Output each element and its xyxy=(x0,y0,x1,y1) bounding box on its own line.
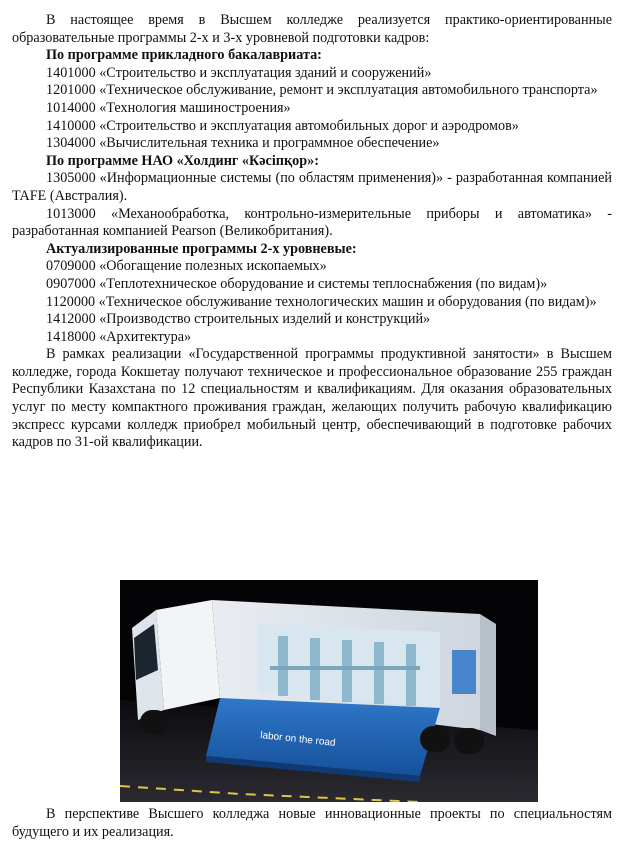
intro-paragraph: В настоящее время в Высшем колледже реализуется практико-ориентированные образовательные программы 2-х и 3-х уровневой подготовки кадров: xyxy=(12,12,612,46)
list-item: 1401000 «Строительство и эксплуатация зданий и сооружений» xyxy=(46,64,432,81)
list-item: 1412000 «Производство строительных изделий и конструкций» xyxy=(46,311,431,328)
actualized-heading: Актуализированные программы 2-х уровневые: xyxy=(46,240,357,257)
applied-bachelor-heading: По программе прикладного бакалавриата: xyxy=(46,47,322,64)
list-item: 1120000 «Техническое обслуживание технологических машин и оборудования (по видам)» xyxy=(46,293,597,310)
list-item: 0907000 «Теплотехническое оборудование и системы теплоснабжения (по видам)» xyxy=(46,275,548,292)
closing-section xyxy=(12,806,612,841)
list-item: 1304000 «Вычислительная техника и программное обеспечение» xyxy=(46,135,440,152)
list-item: 1201000 «Техническое обслуживание, ремонт и эксплуатация автомобильного транспорта» xyxy=(46,82,598,99)
program-paragraph: В рамках реализации «Государственной программы продуктивной занятости» в Высшем колледже, города Кокшетау получают техническое и профессиональное образование 255 граждан Республики Казахстана по 12 специальностям и квалификациям. Для оказания образовательных услуг по месту компактного проживания граждан, желающих получить рабочую квалификацию экспресс курсами колледж приобрел мобильный центр, обеспечивающий в подготовке рабочих кадров по 31-ой квалификации. xyxy=(12,346,612,451)
list-item: 1014000 «Технология машиностроения» xyxy=(46,99,291,116)
list-item: 1305000 «Информационные системы (по областям применения)» - разработанная компанией TAFE (Австралия). xyxy=(12,170,612,204)
mobile-truck-illustration xyxy=(120,580,538,802)
list-item: 1410000 «Строительство и эксплуатация автомобильных дорог и аэродромов» xyxy=(46,117,519,134)
closing-paragraph: В перспективе Высшего колледжа новые инновационные проекты по специальностям будущего и их реализация. xyxy=(12,806,612,840)
mobile-center-image xyxy=(120,580,538,802)
list-item: 0709000 «Обогащение полезных ископаемых» xyxy=(46,258,327,275)
list-item: 1418000 «Архитектура» xyxy=(46,328,192,345)
list-item: 1013000 «Механообработка, контрольно-измерительные приборы и автоматика» - разработанная компанией Pearson (Великобритания). xyxy=(12,205,612,240)
holding-heading: По программе НАО «Холдинг «Кәсіпқор»: xyxy=(46,152,319,169)
document-body xyxy=(12,12,612,452)
truck-side-text: labor on the road xyxy=(259,730,337,749)
